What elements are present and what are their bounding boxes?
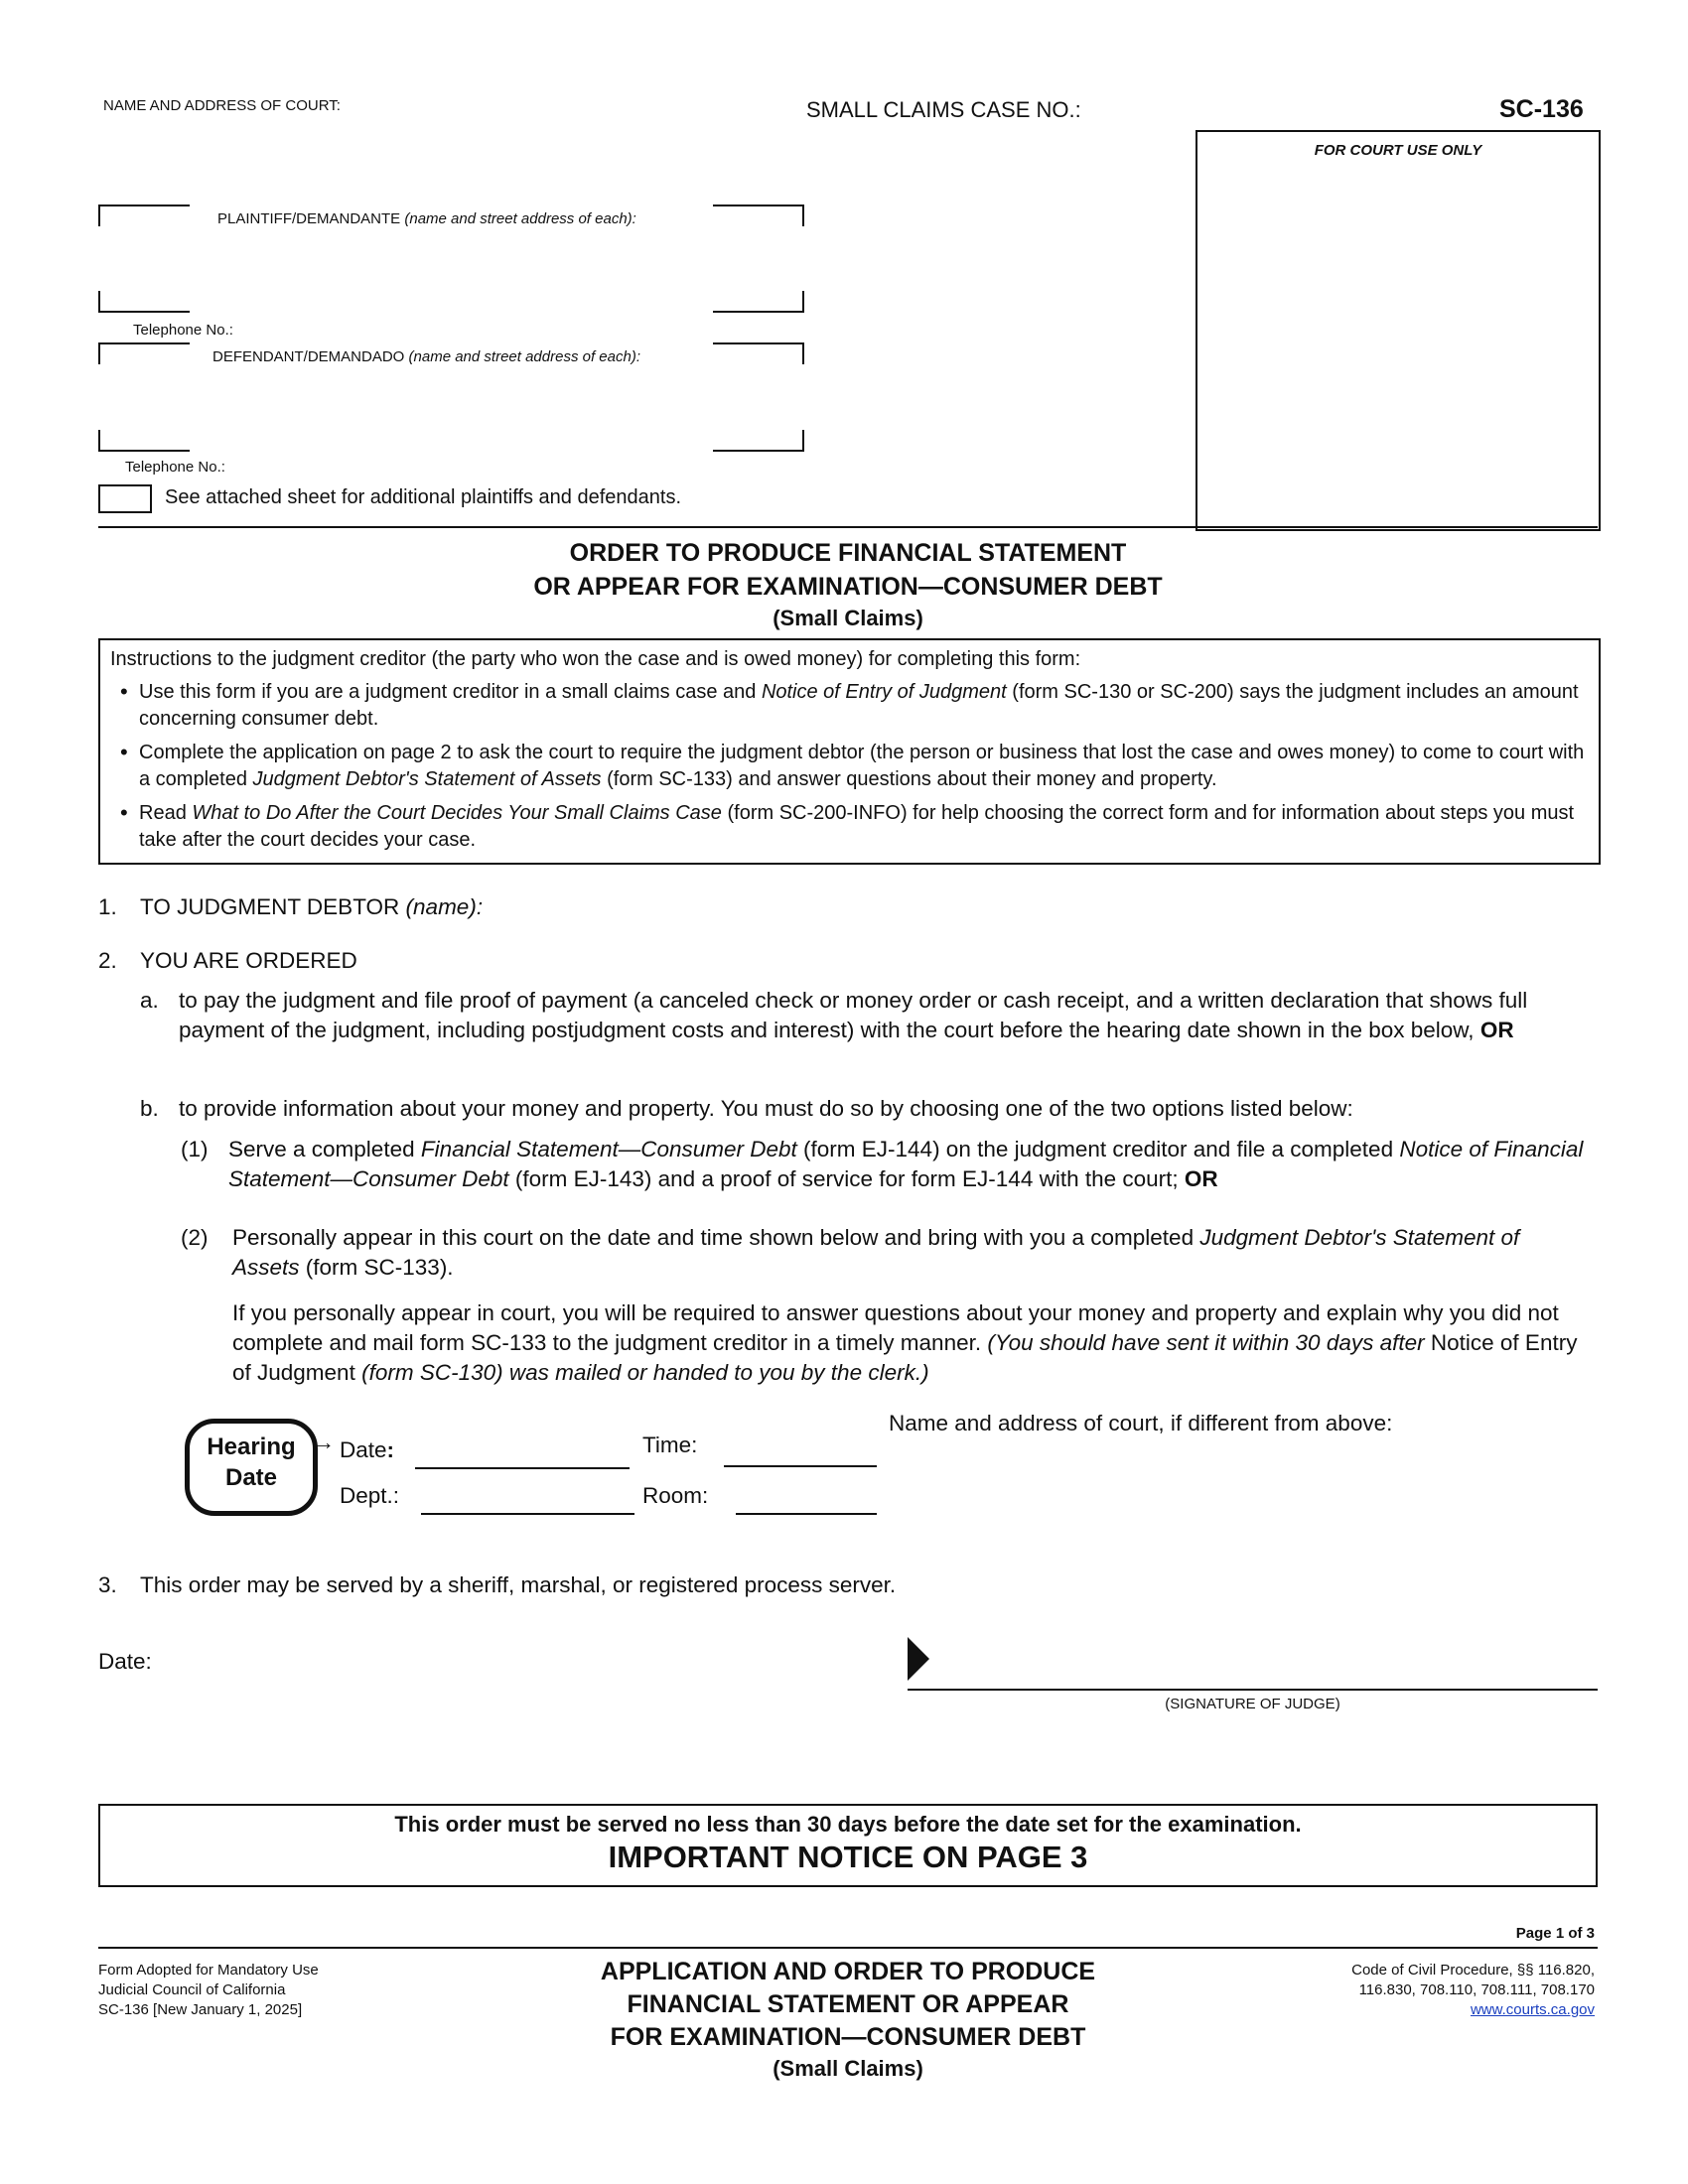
hearing-room-input[interactable] — [736, 1483, 877, 1515]
hearing-time-label: Time: — [642, 1433, 698, 1457]
footer-title — [496, 1956, 1199, 2084]
court-name-input[interactable] — [103, 119, 703, 147]
header-divider — [98, 526, 1598, 528]
attached-sheet-checkbox[interactable] — [98, 484, 152, 513]
court-use-label: FOR COURT USE ONLY — [1314, 142, 1482, 159]
instructions-intro: Instructions to the judgment creditor (the party who won the case and is owed money) for completing this form: — [110, 648, 1081, 670]
hearing-date-input[interactable] — [415, 1437, 630, 1469]
arrow-icon: → — [313, 1430, 335, 1454]
item-1-label: TO JUDGMENT DEBTOR (name): — [140, 894, 484, 919]
hearing-badge-line-2: Date — [224, 1464, 278, 1491]
judgment-debtor-name-input[interactable] — [536, 892, 1593, 924]
footer-title-4: (Small Claims) — [773, 2056, 923, 2081]
court-name-label: NAME AND ADDRESS OF COURT: — [103, 97, 341, 114]
title-line-2: OR APPEAR FOR EXAMINATION—CONSUMER DEBT — [533, 573, 1163, 601]
judge-signature-label: (SIGNATURE OF JUDGE) — [1165, 1696, 1340, 1712]
item-2b-letter: b. — [140, 1096, 159, 1121]
notice-line-2: IMPORTANT NOTICE ON PAGE 3 — [608, 1840, 1088, 1874]
footer-left — [98, 1961, 319, 2020]
footer-right — [1192, 1961, 1595, 2020]
signature-date-input[interactable] — [169, 1648, 769, 1678]
defendant-phone-label: Telephone No.: — [125, 459, 225, 476]
footer-left-3: SC-136 [New January 1, 2025] — [98, 2001, 303, 2018]
plaintiff-label: PLAINTIFF/DEMANDANTE — [217, 210, 401, 227]
item-2a-text: to pay the judgment and file proof of payment (a canceled check or money order or cash receipt, and a written declaration that shows full payment of the judgment, including postjudgment costs and interest) with the court before the hearing date shown in the box below, OR — [179, 988, 1528, 1042]
plaintiff-phone-label: Telephone No.: — [133, 322, 233, 339]
hearing-date-badge — [185, 1419, 318, 1516]
notice-line-1: This order must be served no less than 30 days before the date set for the examination. — [394, 1812, 1302, 1837]
hearing-dept-input[interactable] — [421, 1483, 634, 1515]
hearing-badge-line-1: Hearing — [207, 1433, 296, 1460]
hearing-date-label: Date: — [340, 1437, 395, 1462]
title-line-3: (Small Claims) — [773, 606, 923, 630]
defendant-input[interactable] — [129, 377, 769, 429]
footer-divider — [98, 1947, 1598, 1949]
hearing-dept-label: Dept.: — [340, 1483, 400, 1508]
footer-title-3: FOR EXAMINATION—CONSUMER DEBT — [610, 2023, 1086, 2051]
attached-sheet-label: See attached sheet for additional plaintiffs and defendants. — [165, 486, 682, 508]
plaintiff-hint: (name and street address of each): — [404, 210, 636, 227]
item-3-text: This order may be served by a sheriff, marshal, or registered process server. — [140, 1572, 897, 1597]
item-2a-letter: a. — [140, 988, 159, 1013]
form-id: SC-136 — [1499, 95, 1584, 123]
item-2b2-number: (2) — [181, 1225, 209, 1250]
page-number: Page 1 of 3 — [1515, 1925, 1595, 1942]
item-2b2-paragraph-2: If you personally appear in court, you will be required to answer questions about your money and property and explain why you did not complete and mail form SC-133 to the judgment creditor in a timely manner. (You should have sent it within 30 days after Notice of Entry of Judgment (form SC-130) was mailed or handed to you by the clerk.) — [232, 1300, 1578, 1385]
instructions-box — [98, 638, 1601, 865]
item-2b2-text: Personally appear in this court on the date and time shown below and bring with you a completed Judgment Debtor's Statement of Assets (form SC-133). — [232, 1225, 1520, 1280]
footer-title-1: APPLICATION AND ORDER TO PRODUCE — [600, 1958, 1096, 1985]
hearing-time-input[interactable] — [724, 1435, 877, 1467]
item-2b1-text: Serve a completed Financial Statement—Consumer Debt (form EJ-144) on the judgment creditor and file a completed Notice of Financial Statement—Consumer Debt (form EJ-143) and a proof of service for form EJ-144 with the court; OR — [228, 1137, 1584, 1191]
instruction-bullet-2: • Complete the application on page 2 to ask the court to require the judgment debtor (the person or business that lost the case and owes money) to come to court with a completed Judgment Debtor's Statement of Assets (form SC-133) and answer questions about their money and property. — [110, 740, 1590, 793]
hearing-room-label: Room: — [642, 1483, 709, 1508]
courts-website-link[interactable]: www.courts.ca.gov — [1470, 2001, 1595, 2018]
footer-right-1: Code of Civil Procedure, §§ 116.820, — [1351, 1962, 1595, 1979]
item-2b-text: to provide information about your money and property. You must do so by choosing one of the two options listed below: — [179, 1096, 1353, 1121]
case-no-label: SMALL CLAIMS CASE NO.: — [806, 97, 1081, 122]
signature-arrow-icon — [908, 1637, 929, 1681]
defendant-hint: (name and street address of each): — [408, 348, 640, 365]
footer-left-1: Form Adopted for Mandatory Use — [98, 1962, 319, 1979]
signature-date-label: Date: — [98, 1649, 152, 1674]
item-1-number: 1. — [98, 894, 117, 919]
case-no-input[interactable] — [1097, 95, 1181, 123]
title-line-1: ORDER TO PRODUCE FINANCIAL STATEMENT — [569, 539, 1127, 567]
instruction-bullet-3: • Read What to Do After the Court Decides Your Small Claims Case (form SC-200-INFO) for help choosing the correct form and for information about steps you must take after the court decides your case. — [110, 800, 1590, 854]
other-court-label: Name and address of court, if different from above: — [889, 1411, 1393, 1435]
footer-left-2: Judicial Council of California — [98, 1981, 286, 1998]
court-use-box[interactable] — [1196, 130, 1601, 531]
other-court-input[interactable] — [889, 1443, 1588, 1527]
important-notice-box — [98, 1804, 1598, 1887]
item-3-number: 3. — [98, 1572, 117, 1597]
page-title — [98, 536, 1598, 633]
footer-title-2: FINANCIAL STATEMENT OR APPEAR — [627, 1990, 1069, 2018]
item-2b1-number: (1) — [181, 1137, 209, 1161]
footer-right-2: 116.830, 708.110, 708.111, 708.170 — [1358, 1981, 1595, 1998]
item-2-label: YOU ARE ORDERED — [140, 948, 357, 973]
item-2-number: 2. — [98, 948, 117, 973]
plaintiff-input[interactable] — [129, 238, 769, 290]
signature-line[interactable] — [908, 1689, 1598, 1691]
defendant-label: DEFENDANT/DEMANDADO — [212, 348, 405, 365]
instruction-bullet-1: • Use this form if you are a judgment creditor in a small claims case and Notice of Entry of Judgment (form SC-130 or SC-200) says the judgment includes an amount concerning consumer debt. — [110, 679, 1590, 733]
